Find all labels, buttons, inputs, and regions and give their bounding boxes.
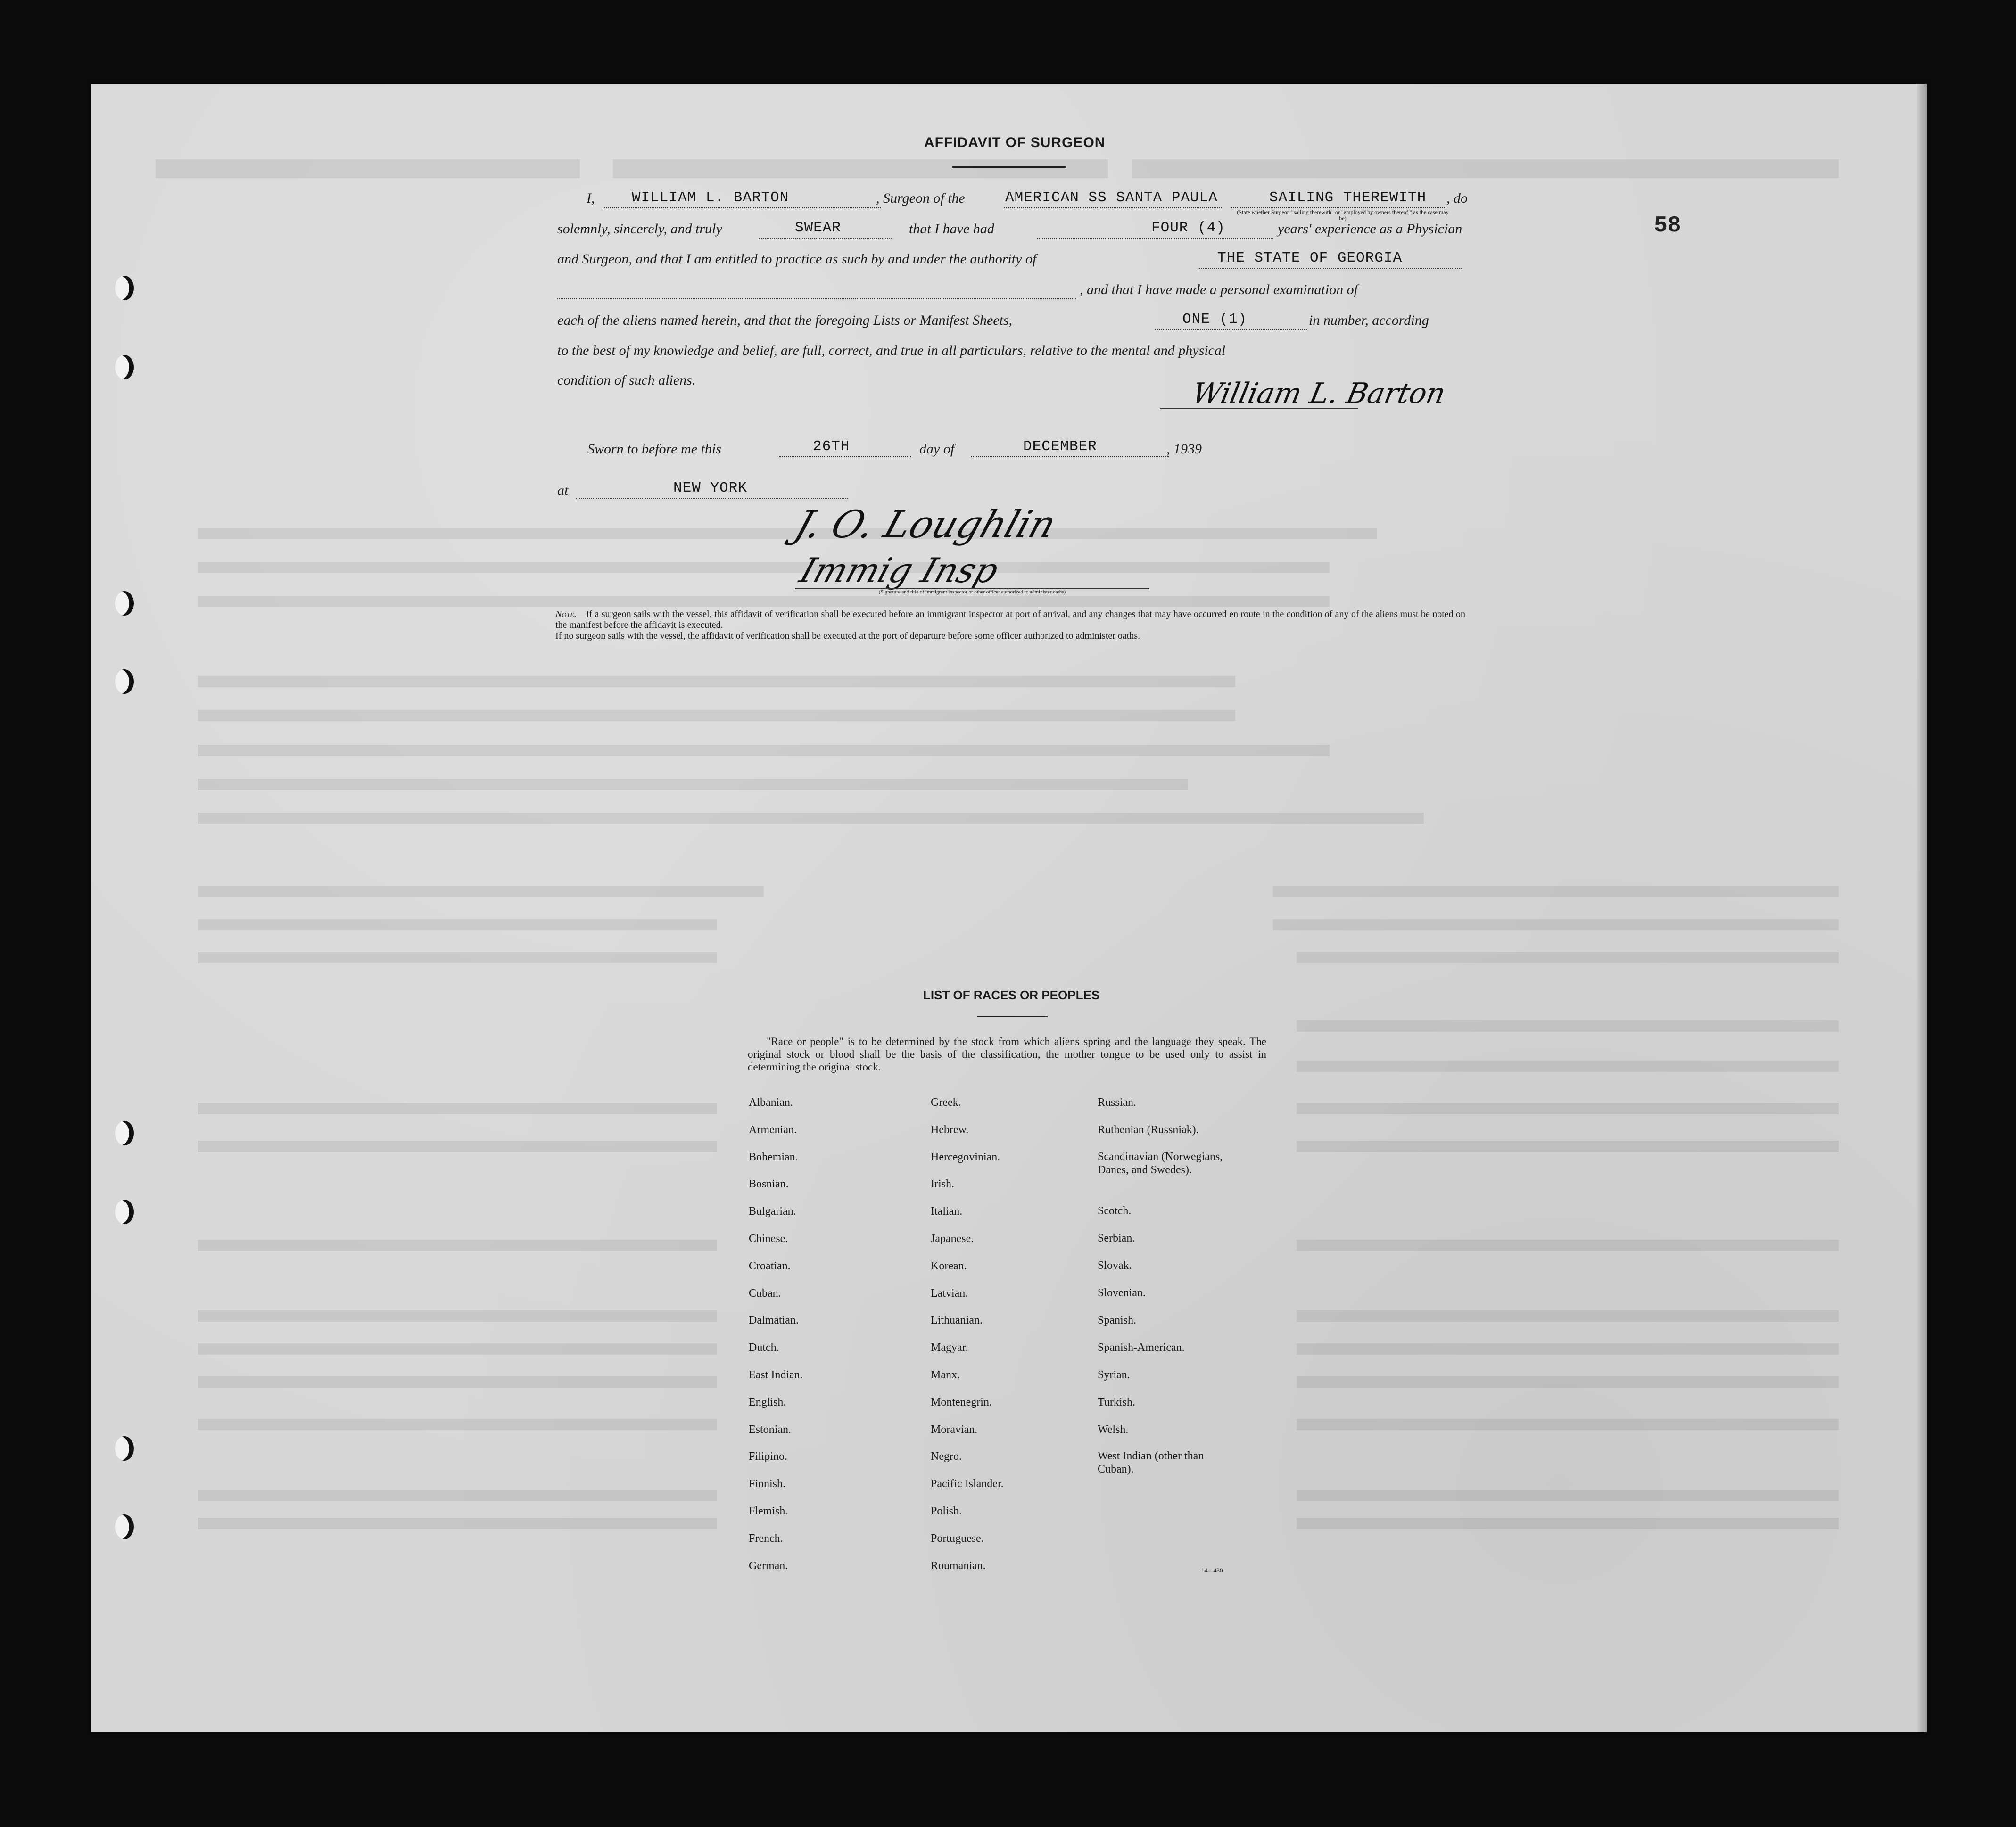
fill-line [1231, 207, 1446, 208]
title-underline [952, 166, 1066, 168]
bleed-through [1297, 1343, 1839, 1355]
race-item: Turkish. [1098, 1396, 1135, 1408]
bleed-through [198, 1490, 717, 1501]
race-item: English. [749, 1396, 786, 1408]
bleed-through [198, 779, 1188, 790]
bleed-through [1297, 1103, 1839, 1114]
bleed-through [1297, 1310, 1839, 1322]
punch-hole [115, 276, 134, 300]
bleed-through [1297, 1490, 1839, 1501]
text-surgeon-of: , Surgeon of the [876, 190, 965, 206]
bleed-through [198, 1240, 717, 1251]
race-item: Serbian. [1098, 1232, 1135, 1244]
fill-line [759, 238, 892, 239]
punch-hole [115, 1121, 134, 1145]
page-edge [1917, 84, 1927, 1732]
sworn-day: 26TH [813, 438, 850, 455]
surgeon-signature: William L. Barton [1189, 377, 1448, 410]
bleed-through [156, 159, 580, 178]
race-item: Italian. [931, 1205, 963, 1218]
punch-hole [115, 355, 134, 379]
punch-hole [115, 1200, 134, 1224]
bleed-through [198, 813, 1424, 824]
race-item: Magyar. [931, 1341, 968, 1354]
bleed-through [198, 710, 1235, 721]
text-solemnly: solemnly, sincerely, and truly [557, 221, 722, 237]
fill-line [1004, 207, 1222, 208]
bleed-through [198, 886, 764, 897]
fill-line [1155, 329, 1307, 330]
race-item: West Indian (other than [1098, 1450, 1204, 1462]
punch-hole [115, 1436, 134, 1461]
fill-line [576, 498, 848, 499]
bleed-through [198, 562, 1330, 573]
race-item: East Indian. [749, 1369, 803, 1381]
race-item: Chinese. [749, 1233, 788, 1245]
text-and-surgeon: and Surgeon, and that I am entitled to practice as such by and under the authority of [557, 251, 1037, 267]
race-item: Dutch. [749, 1341, 779, 1354]
bleed-through [198, 1343, 717, 1355]
race-item: Bohemian. [749, 1151, 798, 1163]
bleed-through [613, 159, 1108, 178]
sailing-status: SAILING THEREWITH [1269, 189, 1427, 206]
inspector-title: Immig Insp [795, 551, 1004, 590]
text-in-number: in number, according [1309, 313, 1429, 328]
fill-line [557, 298, 1076, 299]
bleed-through [198, 1310, 717, 1322]
bleed-through [198, 1103, 717, 1114]
oath-type: SWEAR [795, 220, 842, 236]
note-label: Note. [555, 609, 577, 619]
text-condition: condition of such aliens. [557, 372, 696, 388]
sworn-month: DECEMBER [1023, 438, 1097, 455]
fill-line [1037, 238, 1273, 239]
sheet-count: ONE (1) [1182, 311, 1248, 328]
race-item: Slovenian. [1098, 1287, 1146, 1299]
race-item: Pacific Islander. [931, 1478, 1004, 1490]
race-item: Manx. [931, 1369, 960, 1381]
practice-authority: THE STATE OF GEORGIA [1217, 250, 1403, 266]
race-item: Portuguese. [931, 1532, 984, 1545]
affidavit-title: AFFIDAVIT OF SURGEON [924, 135, 1106, 150]
race-item: Moravian. [931, 1423, 978, 1436]
race-item: Montenegrin. [931, 1396, 992, 1408]
race-item: Ruthenian (Russniak). [1098, 1124, 1199, 1136]
surgeon-name: WILLIAM L. BARTON [632, 189, 789, 206]
bleed-through [198, 1518, 717, 1529]
text-years-exp: years' experience as a Physician [1278, 221, 1462, 237]
document-page [91, 84, 1927, 1732]
race-item: Cuban). [1098, 1463, 1134, 1475]
races-title: LIST OF RACES OR PEOPLES [923, 988, 1100, 1002]
punch-hole [115, 1514, 134, 1539]
bleed-through [198, 745, 1330, 756]
bleed-through [1297, 1020, 1839, 1032]
race-item: Cuban. [749, 1287, 781, 1300]
race-item: Bosnian. [749, 1178, 789, 1191]
fill-line [779, 456, 911, 457]
punch-hole [115, 591, 134, 616]
race-item: Filipino. [749, 1450, 788, 1463]
race-item: Armenian. [749, 1123, 797, 1136]
text-sworn: Sworn to before me this [587, 441, 721, 457]
fill-line [1198, 268, 1462, 269]
race-item: Negro. [931, 1450, 962, 1463]
fill-line [971, 456, 1169, 457]
race-item: Polish. [931, 1505, 962, 1517]
races-title-underline [977, 1016, 1048, 1017]
race-item: Spanish-American. [1098, 1341, 1185, 1354]
race-item: Estonian. [749, 1423, 791, 1436]
vessel-name: AMERICAN SS SANTA PAULA [1005, 189, 1218, 206]
bleed-through [198, 919, 717, 930]
text-year: , 1939 [1166, 441, 1202, 457]
sworn-place: NEW YORK [673, 480, 747, 496]
punch-hole [115, 669, 134, 694]
race-item: Finnish. [749, 1478, 786, 1490]
race-item: Welsh. [1098, 1424, 1129, 1436]
race-item: German. [749, 1559, 788, 1572]
race-item: Danes, and Swedes). [1098, 1164, 1192, 1176]
race-item: Greek. [931, 1096, 961, 1109]
bleed-through [198, 1376, 717, 1388]
fill-line [603, 207, 881, 208]
text-do: , do [1446, 190, 1468, 206]
bleed-through [1297, 1240, 1839, 1251]
race-item: Scandinavian (Norwegians, [1098, 1151, 1223, 1163]
bleed-through [1297, 952, 1839, 963]
bleed-through [198, 1141, 717, 1152]
race-item: Irish. [931, 1178, 954, 1191]
race-item: Roumanian. [931, 1559, 986, 1572]
text-i: I, [587, 190, 595, 206]
race-item: French. [749, 1532, 783, 1545]
race-item: Albanian. [749, 1096, 793, 1109]
inspector-note: (Signature and title of immigrant inspector or other officer authorized to administer oaths) [878, 589, 1066, 595]
race-item: Slovak. [1098, 1259, 1132, 1272]
race-item: Japanese. [931, 1233, 974, 1245]
sailing-note: (State whether Surgeon "sailing therewith" or "employed by owners thereof," as the case may be) [1237, 209, 1449, 222]
inspector-signature: J. O. Loughlin [789, 502, 1062, 546]
race-item: Russian. [1098, 1096, 1137, 1109]
race-item: Hebrew. [931, 1123, 969, 1136]
race-item: Hercegovinian. [931, 1151, 1000, 1163]
race-item: Bulgarian. [749, 1205, 796, 1218]
bleed-through [198, 528, 1377, 539]
text-personal-exam: , and that I have made a personal examination of [1080, 282, 1358, 297]
bleed-through [1273, 886, 1839, 897]
text-each-alien: each of the aliens named herein, and that the foregoing Lists or Manifest Sheets, [557, 313, 1013, 328]
affidavit-note [555, 609, 1465, 642]
race-item: Syrian. [1098, 1369, 1130, 1381]
bleed-through [198, 596, 1330, 607]
bleed-through [1297, 1419, 1839, 1430]
form-number: 14—430 [1201, 1567, 1223, 1574]
bleed-through [1297, 1141, 1839, 1152]
bleed-through [1297, 1061, 1839, 1072]
race-item: Spanish. [1098, 1314, 1137, 1326]
race-item: Latvian. [931, 1287, 968, 1300]
race-item: Flemish. [749, 1505, 788, 1517]
bleed-through [1297, 1518, 1839, 1529]
text-have-had: that I have had [909, 221, 994, 237]
note-text: —If a surgeon sails with the vessel, this affidavit of verification shall be executed before an immigrant inspector at port of arrival, and any changes that may have occurred en route in the condition of any of the aliens must be noted on the manifest before the affidavit is executed. [555, 609, 1465, 630]
years-experience: FOUR (4) [1151, 220, 1225, 236]
signature-line [1160, 408, 1358, 409]
bleed-through [1297, 1376, 1839, 1388]
race-item: Korean. [931, 1259, 967, 1272]
races-intro: "Race or people" is to be determined by the stock from which aliens spring and the language they speak. The original stock or blood shall be the basis of the classification, the mother tongue to be used only to assist in determining the original stock. [748, 1036, 1266, 1073]
bleed-through [198, 1419, 717, 1430]
text-at: at [557, 483, 569, 498]
bleed-through [198, 676, 1235, 687]
bleed-through [1132, 159, 1839, 178]
bleed-through [198, 952, 717, 963]
race-item: Scotch. [1098, 1205, 1132, 1217]
text-day-of: day of [919, 441, 955, 457]
text-best-knowledge: to the best of my knowledge and belief, are full, correct, and true in all particulars, relative to the mental and physical [557, 343, 1226, 358]
bleed-through [1273, 919, 1839, 930]
note-text-2: If no surgeon sails with the vessel, the affidavit of verification shall be executed at the port of departure before some officer authorized to administer oaths. [555, 631, 1140, 641]
page-number: 58 [1654, 213, 1681, 239]
race-item: Lithuanian. [931, 1314, 983, 1327]
race-item: Croatian. [749, 1259, 791, 1272]
race-item: Dalmatian. [749, 1314, 799, 1327]
